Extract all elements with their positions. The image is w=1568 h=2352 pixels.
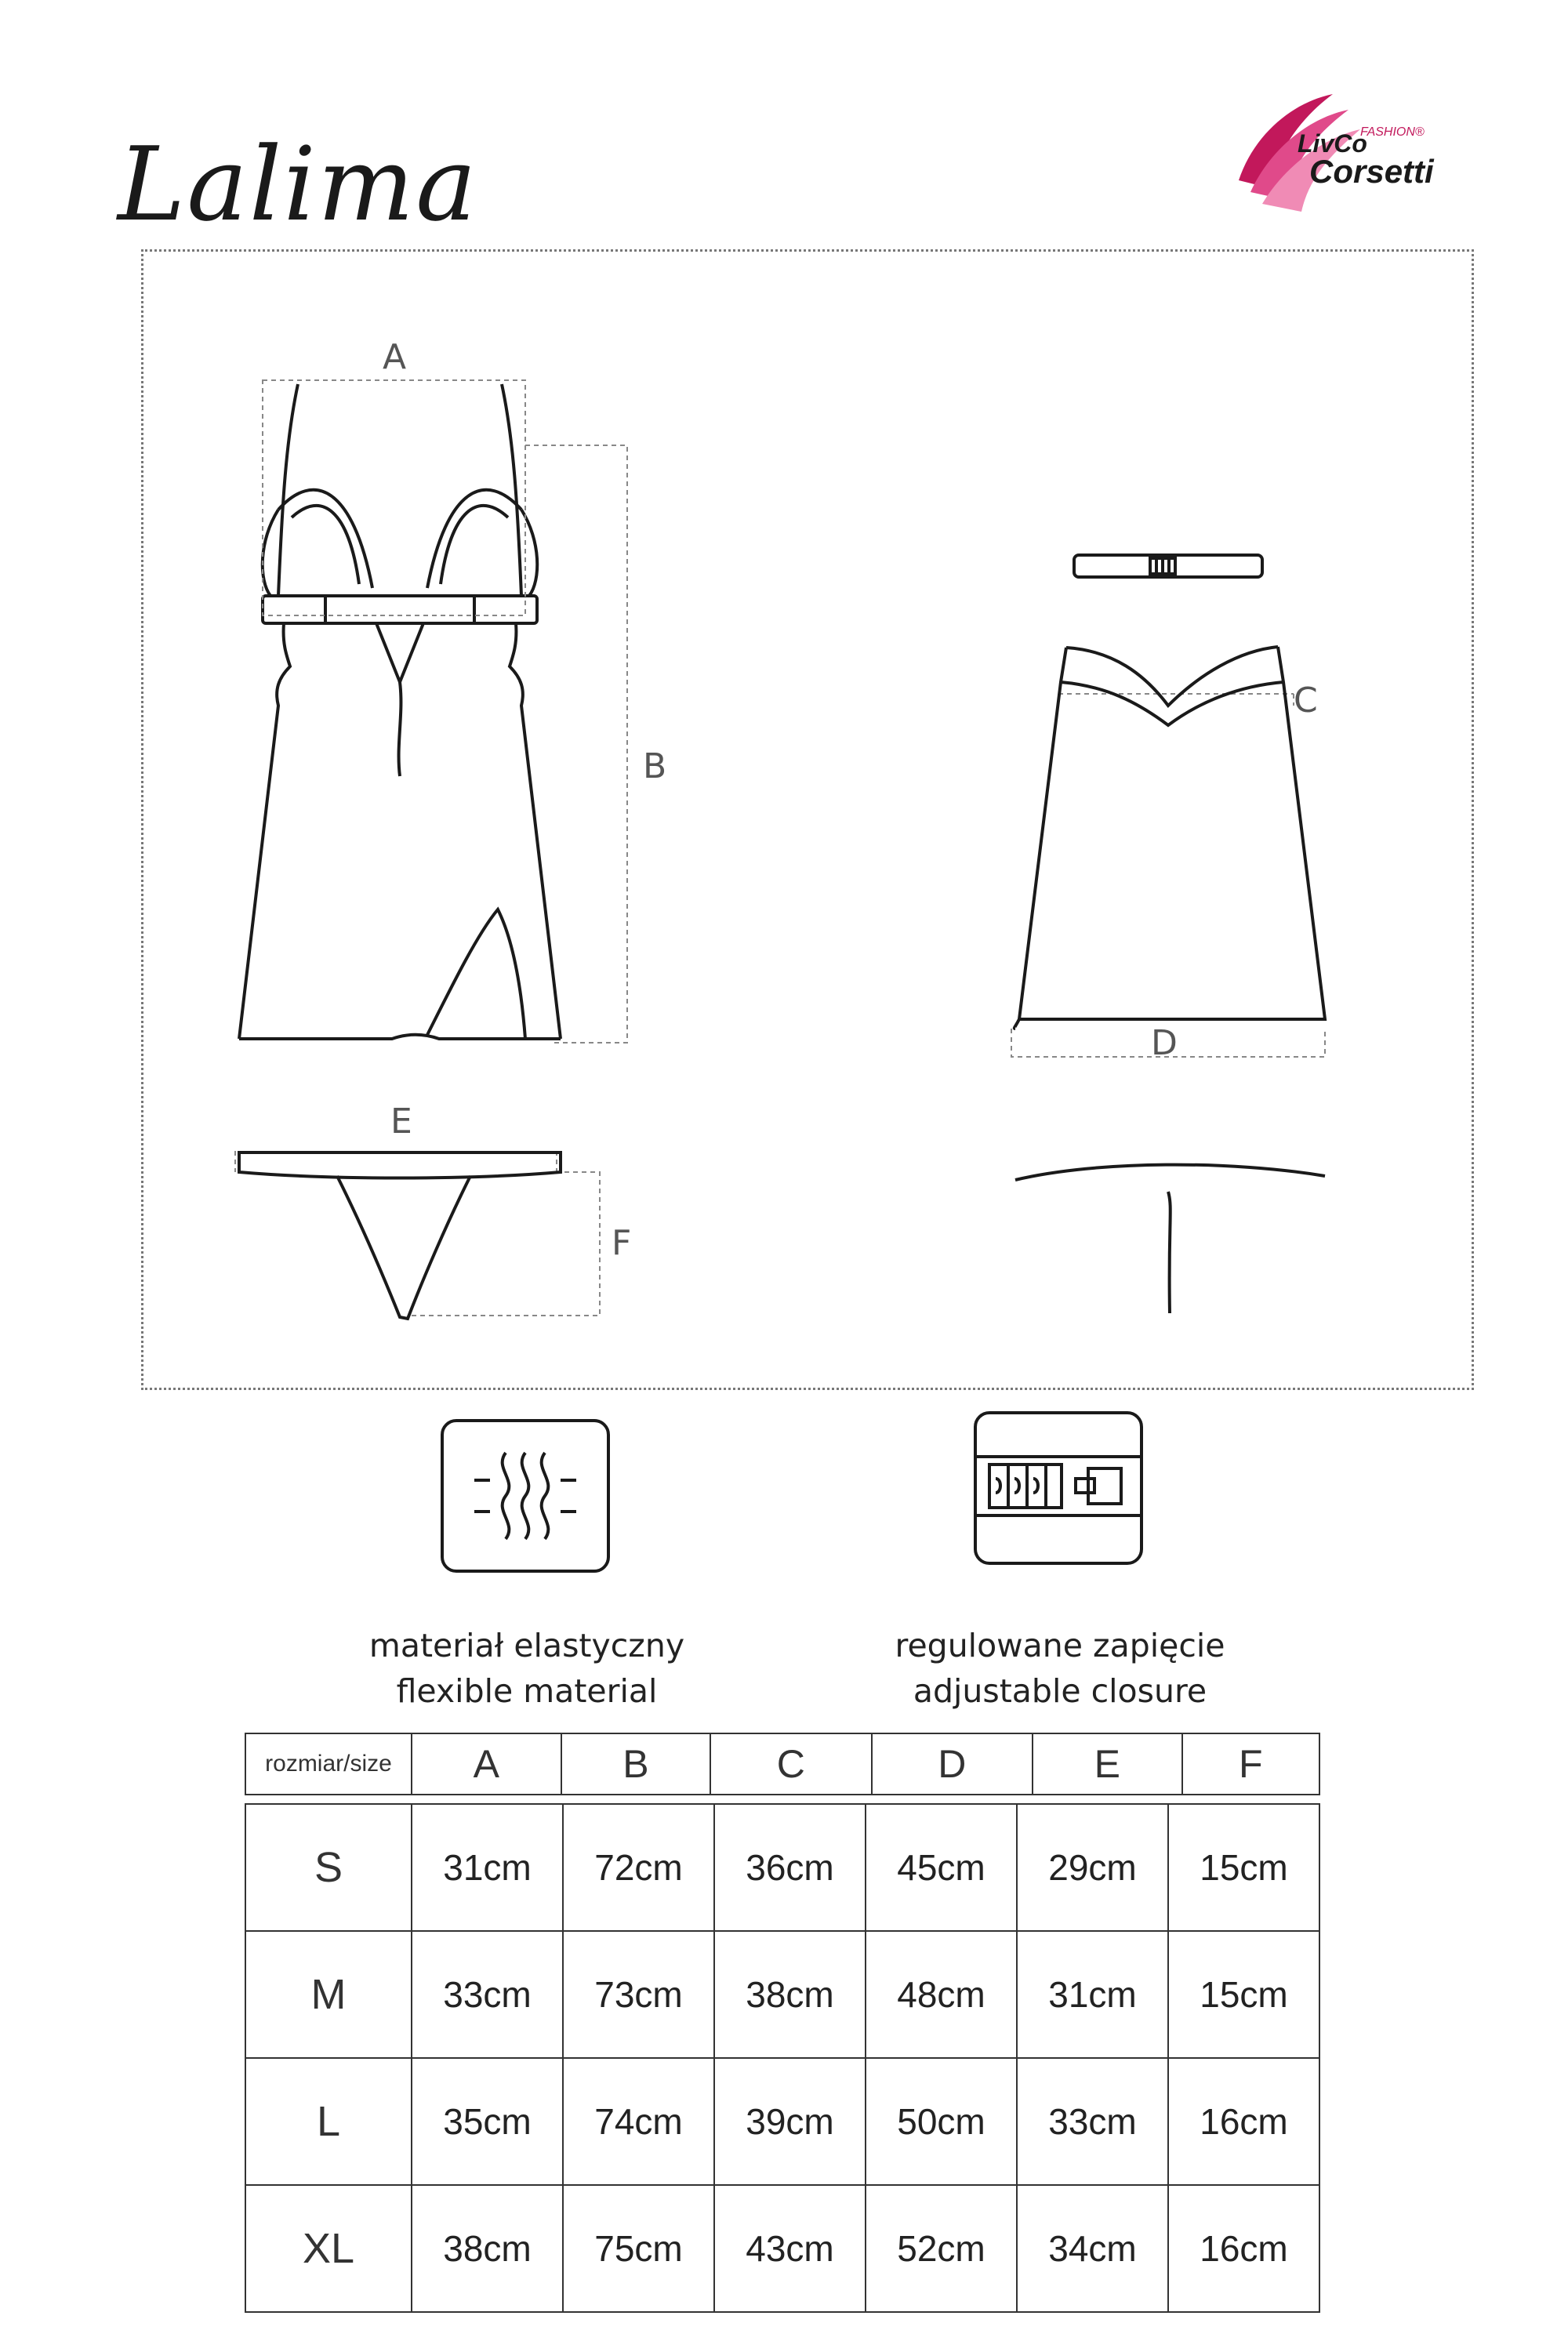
table-cell: 73cm xyxy=(563,1931,714,2058)
table-cell: 72cm xyxy=(563,1804,714,1931)
dimension-label-d: D xyxy=(1151,1023,1178,1063)
table-cell: 34cm xyxy=(1017,2185,1168,2312)
table-row xyxy=(245,1804,1319,1931)
table-cell: 75cm xyxy=(563,2185,714,2312)
table-row xyxy=(245,2185,1319,2312)
table-cell: 39cm xyxy=(714,2058,866,2185)
size-table xyxy=(245,1803,1320,2313)
table-cell: 52cm xyxy=(866,2185,1017,2312)
feature-elastic-english: flexible material xyxy=(396,1672,658,1710)
table-cell: 38cm xyxy=(412,2185,563,2312)
column-header-d: D xyxy=(872,1733,1033,1795)
thong-front-drawing xyxy=(239,1152,561,1319)
table-cell: 29cm xyxy=(1017,1804,1168,1931)
size-name: L xyxy=(245,2058,412,2185)
dimension-guides xyxy=(235,380,1325,1316)
column-header-a: A xyxy=(412,1733,561,1795)
feature-elastic-label xyxy=(292,1623,762,1714)
table-cell: 31cm xyxy=(1017,1931,1168,2058)
table-cell: 33cm xyxy=(412,1931,563,2058)
brand-line-3: Corsetti xyxy=(1309,153,1434,190)
table-cell: 15cm xyxy=(1168,1804,1319,1931)
table-cell: 38cm xyxy=(714,1931,866,2058)
size-name: XL xyxy=(245,2185,412,2312)
size-name: S xyxy=(245,1804,412,1931)
table-cell: 33cm xyxy=(1017,2058,1168,2185)
table-row xyxy=(245,2058,1319,2185)
table-cell: 35cm xyxy=(412,2058,563,2185)
table-cell: 16cm xyxy=(1168,2058,1319,2185)
table-cell: 74cm xyxy=(563,2058,714,2185)
dimension-label-a: A xyxy=(383,337,407,377)
table-cell: 50cm xyxy=(866,2058,1017,2185)
dimension-label-c: C xyxy=(1294,681,1318,720)
size-column-header: rozmiar/size xyxy=(245,1733,412,1795)
chemise-back-drawing xyxy=(1014,555,1325,1029)
size-table-header xyxy=(245,1733,1320,1795)
adjustable-closure-icon xyxy=(972,1410,1145,1566)
column-header-b: B xyxy=(561,1733,711,1795)
table-cell: 45cm xyxy=(866,1804,1017,1931)
feature-closure-english: adjustable closure xyxy=(913,1672,1207,1710)
elastic-material-icon xyxy=(439,1417,612,1574)
table-cell: 36cm xyxy=(714,1804,866,1931)
column-header-e: E xyxy=(1033,1733,1182,1795)
table-row xyxy=(245,1931,1319,2058)
thong-back-drawing xyxy=(1015,1165,1325,1313)
column-header-c: C xyxy=(710,1733,871,1795)
dimension-label-f: F xyxy=(612,1223,632,1263)
column-header-f: F xyxy=(1182,1733,1319,1795)
table-cell: 15cm xyxy=(1168,1931,1319,2058)
chemise-front-drawing xyxy=(239,384,561,1039)
table-cell: 43cm xyxy=(714,2185,866,2312)
table-cell: 31cm xyxy=(412,1804,563,1931)
feature-closure-label xyxy=(825,1623,1295,1714)
brand-line-1: LivCo xyxy=(1298,129,1367,158)
table-cell: 48cm xyxy=(866,1931,1017,2058)
product-title: Lalima xyxy=(118,125,478,244)
brand-line-2: FASHION® xyxy=(1360,125,1425,139)
feature-elastic-polish: materiał elastyczny xyxy=(368,1627,685,1664)
dimension-label-e: E xyxy=(390,1102,412,1142)
dimension-label-b: B xyxy=(643,746,667,786)
size-name: M xyxy=(245,1931,412,2058)
table-cell: 16cm xyxy=(1168,2185,1319,2312)
feature-closure-polish: regulowane zapięcie xyxy=(895,1627,1225,1664)
